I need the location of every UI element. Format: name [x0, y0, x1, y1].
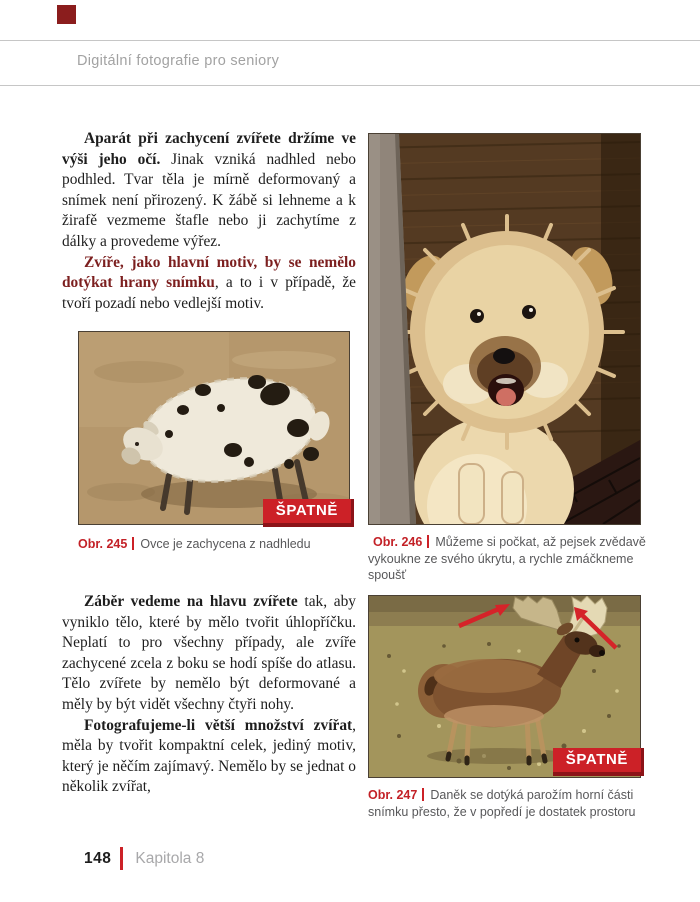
paragraph-1-rest: Jinak vzniká nadhled nebo podhled. Tvar těla je mírně deformovaný a snímek není přirozený. K žábě si lehneme a k žirafě vezmeme štafle nebo ji zachytíme z dálky a provedeme výřez. — [62, 150, 356, 250]
caption-246 — [368, 534, 666, 584]
sheep-illustration — [79, 332, 349, 524]
body-text-lower — [62, 592, 356, 798]
caption-245 — [78, 536, 350, 553]
paragraph-1 — [62, 129, 356, 253]
body-text-upper — [62, 129, 356, 314]
photo-dog — [368, 133, 641, 525]
paragraph-1-bold: Aparát při zachycení zvířete držíme ve výši jeho očí. — [62, 130, 356, 168]
paragraph-4-bold: Fotografujeme-li větší množství zvířat — [84, 716, 353, 734]
paragraph-2 — [62, 253, 356, 315]
chapter-marker-square — [57, 5, 76, 24]
paragraph-2-bold: Zvíře, jako hlavní motiv, by se nemělo dotýkat hrany snímku — [62, 253, 356, 292]
page-number: 148 — [84, 849, 112, 867]
header-rule-top — [0, 40, 700, 41]
footer-divider-bar — [120, 847, 123, 870]
photo-deer — [368, 595, 641, 778]
spatne-badge: ŠPATNĚ — [263, 499, 354, 527]
photo-sheep — [78, 331, 350, 525]
header-rule-bottom — [0, 85, 700, 86]
paragraph-2-rest: , a to i v případě, že tvoří pozadí nebo vedlejší motiv. — [62, 274, 356, 312]
chapter-label: Kapitola 8 — [135, 849, 205, 867]
paragraph-4 — [62, 716, 356, 798]
paragraph-3-rest: tak, aby vyniklo tělo, které by mělo tvořit úhlopříčku. Neplatí to pro všechny případy, ale zvíře zachycené zcela z boku se hodí spíše do atlasu. Tělo zvířete by nemělo být deformované a měly by být vidět všechny čtyři nohy. — [62, 593, 356, 713]
caption-246-text: Můžeme si počkat, až pejsek zvědavě vykoukne ze svého úkrytu, a rychle zmáčkneme spoušť — [368, 535, 646, 582]
paragraph-3 — [62, 592, 356, 716]
paragraph-4-rest: , měla by tvořit kompaktní celek, jediný motiv, který je něčím zajímavý. Nemělo by se jednat o několik zvířat, — [62, 716, 356, 796]
caption-divider — [132, 537, 134, 550]
caption-247 — [368, 787, 666, 820]
caption-247-text: Daněk se dotýká parožím horní části snímku přesto, že v popředí je dostatek prostoru — [368, 788, 636, 819]
caption-247-label: Obr. 247 — [368, 788, 418, 802]
caption-divider — [422, 788, 424, 801]
page-footer — [84, 847, 204, 870]
paragraph-3-bold: Záběr vedeme na hlavu zvířete — [84, 593, 298, 610]
caption-245-label: Obr. 245 — [78, 537, 128, 551]
caption-245-text: Ovce je zachycena z nadhledu — [140, 537, 311, 551]
running-header-title: Digitální fotografie pro seniory — [77, 53, 280, 69]
caption-divider — [427, 535, 429, 548]
dog-illustration — [369, 134, 640, 524]
caption-246-label: Obr. 246 — [373, 535, 423, 549]
spatne-badge: ŠPATNĚ — [553, 748, 644, 776]
